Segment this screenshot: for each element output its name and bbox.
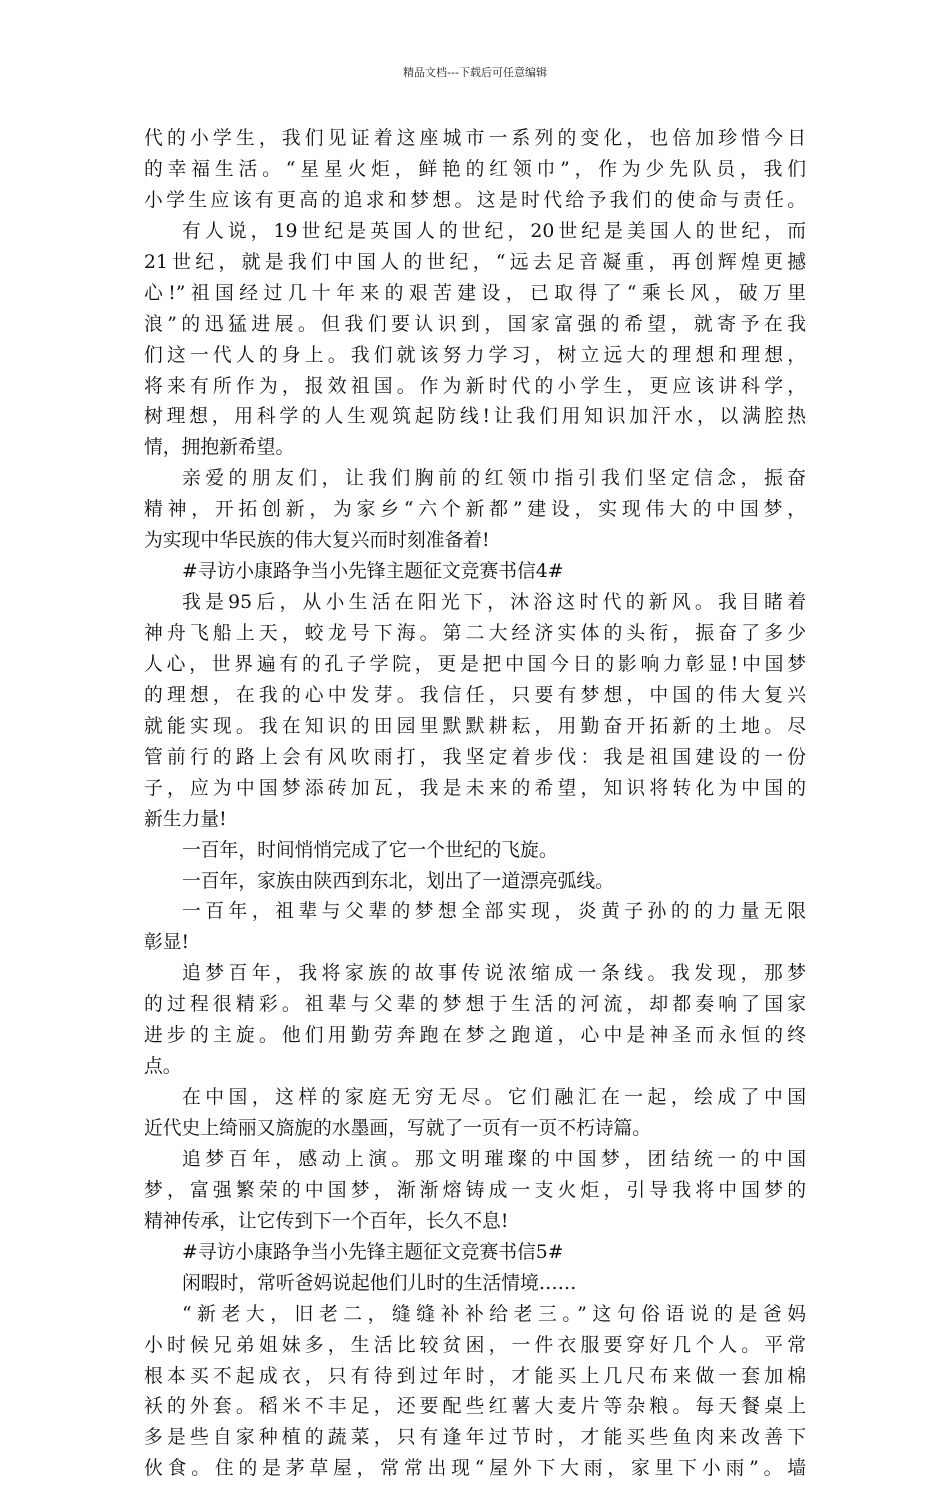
text-line: 在中国，这样的家庭无穷无尽。它们融汇在一起，绘成了中国 bbox=[182, 1087, 806, 1109]
text-line: 精神，开拓创新，为家乡“六个新都”建设，实现伟大的中国梦， bbox=[144, 499, 806, 521]
text-line: #寻访小康路争当小先锋主题征文竞赛书信5# bbox=[182, 1241, 564, 1263]
text-line: 的过程很精彩。祖辈与父辈的梦想于生活的河流，却都奏响了国家 bbox=[144, 994, 806, 1016]
text-line: 追梦百年，我将家族的故事传说浓缩成一条线。我发现，那梦 bbox=[182, 963, 806, 985]
text-line: 小时候兄弟姐妹多，生活比较贫困，一件衣服要穿好几个人。平常 bbox=[144, 1334, 806, 1356]
text-line: 一百年，时间悄悄完成了它一个世纪的飞旋。 bbox=[182, 839, 558, 861]
text-line: 为实现中华民族的伟大复兴而时刻准备着! bbox=[144, 530, 490, 552]
text-line: 就能实现。我在知识的田园里默默耕耘，用勤奋开拓新的土地。尽 bbox=[144, 715, 806, 737]
text-line: 神舟飞船上天，蛟龙号下海。第二大经济实体的头衔，振奋了多少 bbox=[144, 623, 806, 644]
text-line: 的理想，在我的心中发芽。我信任，只要有梦想，中国的伟大复兴 bbox=[144, 684, 806, 706]
text-line: 我是95后，从小生活在阳光下，沐浴这时代的新风。我目睹着 bbox=[182, 592, 806, 614]
text-line: 近代史上绮丽又旖旎的水墨画，写就了一页有一页不朽诗篇。 bbox=[144, 1118, 652, 1139]
text-line: “新老大，旧老二，缝缝补补给老三。”这句俗语说的是爸妈 bbox=[182, 1303, 806, 1325]
text-line: 梦，富强繁荣的中国梦，渐渐熔铸成一支火炬，引导我将中国梦的 bbox=[144, 1179, 806, 1201]
text-line: 21世纪，就是我们中国人的世纪，“远去足音凝重，再创辉煌更撼 bbox=[144, 251, 806, 273]
text-line: 根本买不起成衣，只有待到过年时，才能买上几尺布来做一套加棉 bbox=[144, 1365, 806, 1387]
text-line: 追梦百年，感动上演。那文明璀璨的中国梦，团结统一的中国 bbox=[182, 1148, 806, 1170]
text-line: 有人说，19世纪是英国人的世纪，20世纪是美国人的世纪，而 bbox=[182, 220, 806, 242]
text-line: 一百年，祖辈与父辈的梦想全部实现，炎黄子孙的的力量无限 bbox=[182, 901, 806, 923]
text-line: 多是些自家种植的蔬菜，只有逢年过节时，才能买些鱼肉来改善下 bbox=[144, 1427, 806, 1449]
text-line: 心!”祖国经过几十年来的艰苦建设，已取得了“乘长风，破万里 bbox=[144, 282, 806, 304]
text-line: 彰显! bbox=[144, 932, 190, 954]
text-line: 小学生应该有更高的追求和梦想。这是时代给予我们的使命与责任。 bbox=[144, 189, 806, 211]
text-line: 伙食。住的是茅草屋，常常出现“屋外下大雨，家里下小雨”。墙 bbox=[144, 1458, 806, 1480]
text-line: 子，应为中国梦添砖加瓦，我是未来的希望，知识将转化为中国的 bbox=[144, 777, 806, 799]
text-line: 点。 bbox=[144, 1056, 182, 1078]
text-line: 管前行的路上会有风吹雨打，我坚定着步伐：我是祖国建设的一份 bbox=[144, 746, 806, 768]
text-line: 情，拥抱新希望。 bbox=[144, 437, 295, 459]
text-line: 人心，世界遍有的孔子学院，更是把中国今日的影响力彰显!中国梦 bbox=[144, 653, 806, 675]
text-line: 新生力量! bbox=[144, 808, 227, 830]
text-line: 亲爱的朋友们，让我们胸前的红领巾指引我们坚定信念，振奋 bbox=[182, 468, 806, 490]
document-body bbox=[144, 124, 806, 1485]
text-line: 闲暇时，常听爸妈说起他们儿时的生活情境…… bbox=[182, 1272, 577, 1294]
text-line: 将来有所作为，报效祖国。作为新时代的小学生，更应该讲科学， bbox=[144, 375, 806, 397]
text-line: 进步的主旋。他们用勤劳奔跑在梦之跑道，心中是神圣而永恒的终 bbox=[144, 1025, 806, 1047]
text-line: 袄的外套。稻米不丰足，还要配些红薯大麦片等杂粮。每天餐桌上 bbox=[144, 1396, 806, 1418]
text-line: 的幸福生活。“星星火炬，鲜艳的红领巾”，作为少先队员，我们 bbox=[144, 158, 806, 180]
text-line: 一百年，家族由陕西到东北，划出了一道漂亮弧线。 bbox=[182, 870, 614, 892]
text-line: #寻访小康路争当小先锋主题征文竞赛书信4# bbox=[182, 561, 564, 583]
text-line: 树理想，用科学的人生观筑起防线!让我们用知识加汗水，以满腔热 bbox=[144, 406, 806, 428]
page-header: 精品文档---下载后可任意编辑 bbox=[403, 66, 547, 79]
text-line: 浪”的迅猛进展。但我们要认识到，国家富强的希望，就寄予在我 bbox=[144, 313, 806, 335]
text-line: 精神传承，让它传到下一个百年，长久不息! bbox=[144, 1210, 509, 1232]
text-line: 们这一代人的身上。我们就该努力学习，树立远大的理想和理想， bbox=[144, 344, 806, 366]
text-line: 代的小学生，我们见证着这座城市一系列的变化，也倍加珍惜今日 bbox=[144, 128, 806, 149]
